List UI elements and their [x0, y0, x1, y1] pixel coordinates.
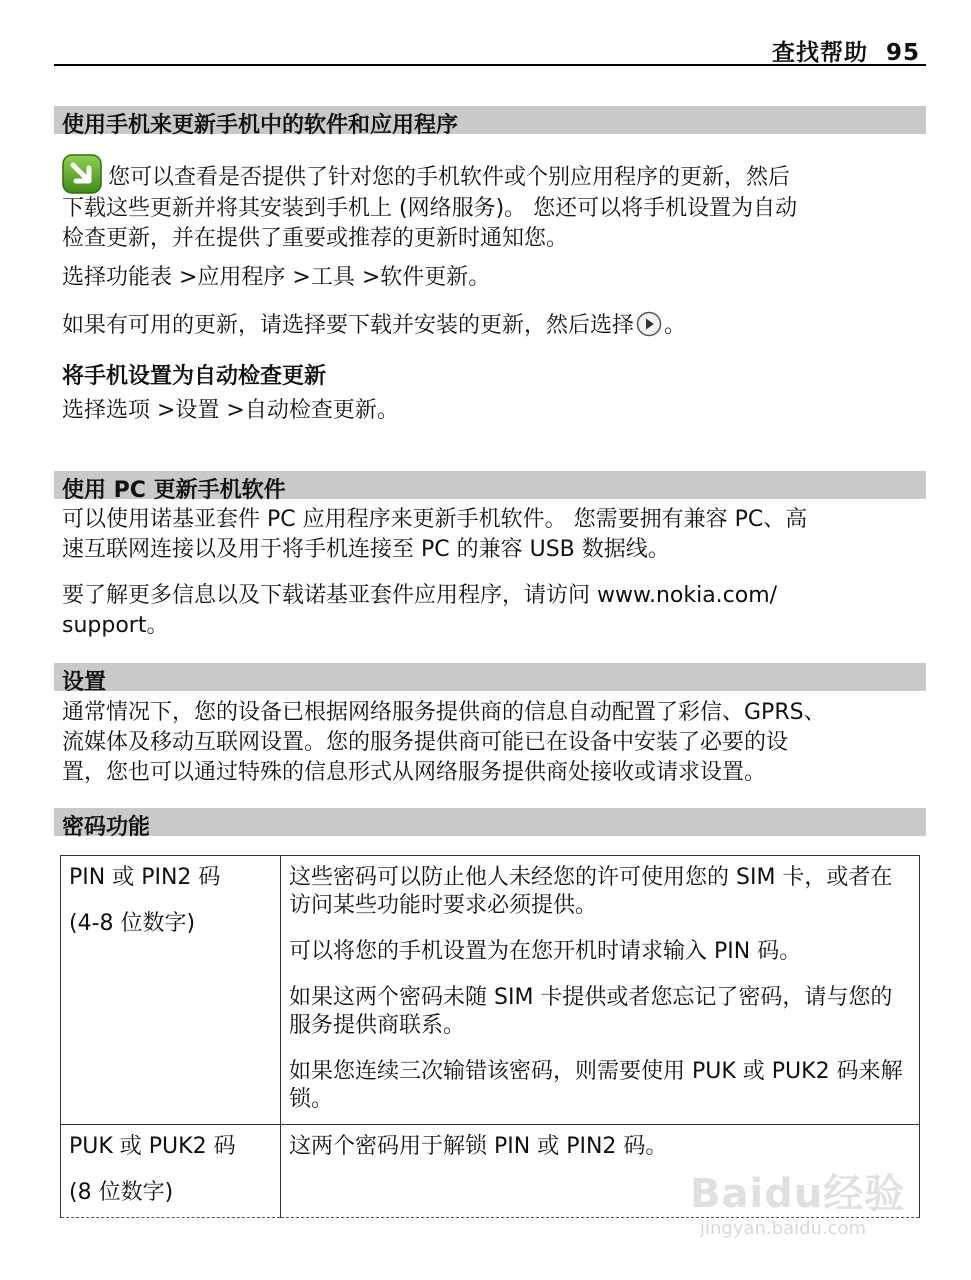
update-intro-line — [62, 154, 922, 194]
settings-line-2: 流媒体及移动互联网设置。您的服务提供商可能已在设备中安装了必要的设 — [62, 730, 789, 755]
section-title-passcodes: 密码功能 — [62, 815, 151, 840]
code-description: 如果您连续三次输错该密码，则需要使用 PUK 或 PUK2 码来解锁。 — [289, 1059, 903, 1112]
code-name-cell — [61, 856, 281, 1125]
code-description-cell — [281, 856, 920, 1125]
code-description: 如果这两个密码未随 SIM 卡提供或者您忘记了密码，请与您的服务提供商联系。 — [289, 985, 893, 1038]
update-intro-line-2: 下载这些更新并将其安装到手机上 (网络服务)。 您还可以将手机设置为自动 — [62, 196, 798, 221]
header-section: 查找帮助 — [771, 40, 868, 66]
available-updates-after: 。 — [664, 313, 687, 338]
pc-update-p2-line-1: 要了解更多信息以及下载诺基亚套件应用程序，请访问 www.nokia.com/ — [62, 583, 778, 608]
pc-update-paragraph-1 — [62, 505, 922, 565]
auto-check-title: 将手机设置为自动检查更新 — [62, 364, 327, 389]
code-digits: (8 位数字) — [69, 1180, 174, 1205]
pc-update-p1-line-1: 可以使用诺基亚套件 PC 应用程序来更新手机软件。 您需要拥有兼容 PC、高 — [62, 507, 808, 532]
update-intro-line-1: 您可以查看是否提供了针对您的手机软件或个别应用程序的更新，然后 — [108, 165, 791, 190]
code-digits: (4-8 位数字) — [69, 911, 196, 936]
code-description: 这些密码可以防止他人未经您的许可使用您的 SIM 卡，或者在访问某些功能时要求必须提供。 — [289, 865, 893, 918]
pc-update-p1-line-2: 速互联网连接以及用于将手机连接至 PC 的兼容 USB 数据线。 — [62, 537, 670, 562]
code-name: PIN 或 PIN2 码 — [69, 865, 221, 890]
section-title-update-apps: 使用手机来更新手机中的软件和应用程序 — [62, 113, 459, 138]
section-title-settings: 设置 — [62, 670, 107, 695]
watermark-brand: Baidu经验 — [690, 1171, 906, 1217]
menu-path-auto-check: 选择选项 >设置 >自动检查更新。 — [62, 398, 399, 423]
pc-update-p2-line-2: support。 — [62, 613, 169, 638]
update-intro-line-3: 检查更新，并在提供了重要或推荐的更新时通知您。 — [62, 226, 569, 251]
code-name-cell — [61, 1125, 281, 1218]
available-updates-text — [62, 311, 922, 341]
play-arrow-icon — [636, 311, 662, 337]
settings-paragraph — [62, 698, 922, 788]
code-description: 可以将您的手机设置为在您开机时请求输入 PIN 码。 — [289, 939, 802, 964]
nokia-update-icon — [62, 154, 102, 194]
section-bar-settings — [54, 663, 926, 695]
section-bar-passcodes — [54, 808, 926, 840]
baidu-watermark — [690, 1162, 920, 1252]
section-title-pc-update: 使用 PC 更新手机软件 — [62, 478, 286, 503]
section-bar-pc-update — [54, 471, 926, 503]
page-number: 95 — [885, 40, 920, 66]
pc-update-paragraph-2 — [62, 581, 922, 641]
page-header — [54, 30, 926, 66]
code-name: PUK 或 PUK2 码 — [69, 1134, 236, 1159]
section-bar-update-apps — [54, 106, 926, 138]
menu-path-software-update: 选择功能表 >应用程序 >工具 >软件更新。 — [62, 265, 491, 290]
code-description: 这两个密码用于解锁 PIN 或 PIN2 码。 — [289, 1134, 668, 1159]
available-updates-before: 如果有可用的更新，请选择要下载并安装的更新，然后选择 — [62, 313, 635, 338]
settings-line-3: 置，您也可以通过特殊的信息形式从网络服务提供商处接收或请求设置。 — [62, 760, 767, 785]
update-intro — [62, 154, 922, 254]
settings-line-1: 通常情况下，您的设备已根据网络服务提供商的信息自动配置了彩信、GPRS、 — [62, 700, 826, 725]
header-text — [772, 34, 920, 67]
watermark-url: jingyan.baidu.com — [700, 1218, 867, 1239]
table-row — [61, 856, 920, 1125]
